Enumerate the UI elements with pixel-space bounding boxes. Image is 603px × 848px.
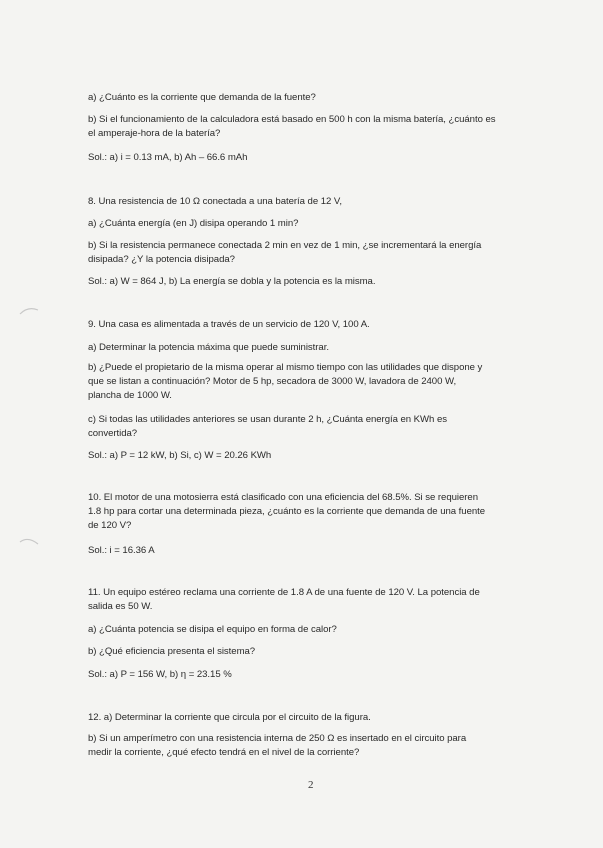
solution-line: Sol.: a) i = 0.13 mA, b) Ah – 66.6 mAh [88,152,248,163]
problem-statement: 12. a) Determinar la corriente que circula por el circuito de la figura. [88,712,371,723]
text-line: el amperaje-hora de la batería? [88,128,221,139]
text-line: de 120 V? [88,520,132,531]
problem-statement: 11. Un equipo estéreo reclama una corriente de 1.8 A de una fuente de 120 V. La potencia de [88,587,480,598]
text-line: 1.8 hp para cortar una determinada pieza, ¿cuánto es la corriente que demanda de una fuente [88,506,486,517]
scan-mark [18,530,40,560]
problem-statement: 8. Una resistencia de 10 Ω conectada a una batería de 12 V, [88,196,343,207]
text-line: c) Si todas las utilidades anteriores se usan durante 2 h, ¿Cuánta energía en KWh es [88,414,447,425]
text-line: a) ¿Cuánto es la corriente que demanda de la fuente? [88,92,316,103]
scan-mark [18,300,40,330]
text-line: a) ¿Cuánta potencia se disipa el equipo en forma de calor? [88,624,337,635]
solution-line: Sol.: a) P = 12 kW, b) Si, c) W = 20.26 KWh [88,450,272,461]
text-line: b) Si el funcionamiento de la calculadora está basado en 500 h con la misma batería, ¿cuánto es [88,114,496,125]
text-line: b) Si la resistencia permanece conectada 2 min en vez de 1 min, ¿se incrementará la energía [88,240,482,251]
text-line: a) ¿Cuánta energía (en J) disipa operando 1 min? [88,218,299,229]
text-line: a) Determinar la potencia máxima que puede suministrar. [88,342,329,353]
text-line: convertida? [88,428,138,439]
problem-statement: 9. Una casa es alimentada a través de un servicio de 120 V, 100 A. [88,319,370,330]
text-line: b) ¿Qué eficiencia presenta el sistema? [88,646,256,657]
solution-line: Sol.: a) P = 156 W, b) η = 23.15 % [88,669,232,680]
text-line: b) ¿Puede el propietario de la misma operar al mismo tiempo con las utilidades que dispone y [88,362,483,373]
text-line: b) Si un amperímetro con una resistencia interna de 250 Ω es insertado en el circuito para [88,733,467,744]
text-line: que se listan a continuación? Motor de 5 hp, secadora de 3000 W, lavadora de 2400 W, [88,376,457,387]
solution-line: Sol.: a) W = 864 J, b) La energía se dobla y la potencia es la misma. [88,276,376,287]
text-line: plancha de 1000 W. [88,390,172,401]
text-line: salida es 50 W. [88,601,153,612]
text-line: disipada? ¿Y la potencia disipada? [88,254,235,265]
problem-statement: 10. El motor de una motosierra está clasificado con una eficiencia del 68.5%. Si se requieren [88,492,478,503]
page-number: 2 [308,779,314,791]
solution-line: Sol.: i = 16.36 A [88,545,155,556]
text-line: medir la corriente, ¿qué efecto tendrá en el nivel de la corriente? [88,747,360,758]
